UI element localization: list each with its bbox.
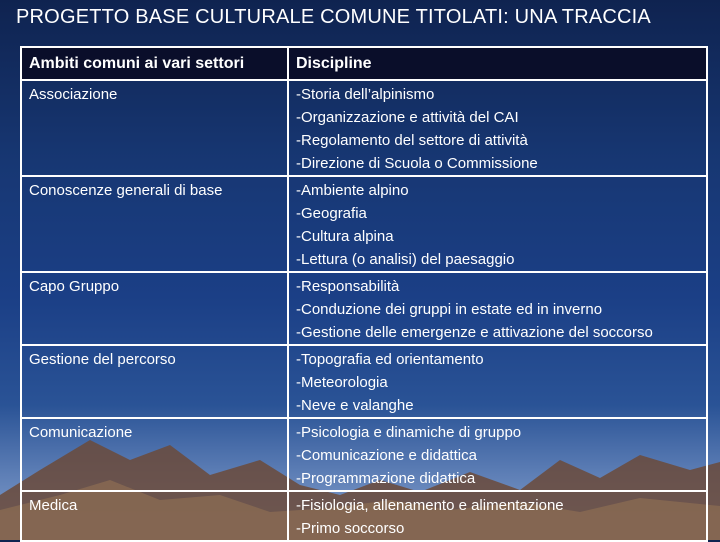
discipline-item: -Organizzazione e attività del CAI <box>296 109 519 126</box>
header-discipline: Discipline <box>288 47 707 80</box>
discipline-item: -Primo soccorso <box>296 520 405 537</box>
slide-title: PROGETTO BASE CULTURALE COMUNE TITOLATI: UNA TRACCIA <box>16 6 651 28</box>
discipline-item: -Responsabilità <box>296 278 400 295</box>
discipline-item: -Ambiente alpino <box>296 182 409 199</box>
ambito-cell: Comunicazione <box>21 418 288 491</box>
discipline-cell <box>288 176 707 272</box>
table-row <box>21 345 707 418</box>
ambito-cell: Associazione <box>21 80 288 176</box>
discipline-item: -Conduzione dei gruppi in estate ed in inverno <box>296 301 603 318</box>
ambito-cell: Gestione del percorso <box>21 345 288 418</box>
discipline-item: -Direzione di Scuola o Commissione <box>296 155 538 172</box>
discipline-item: -Geografia <box>296 205 367 222</box>
discipline-item: -Neve e valanghe <box>296 397 414 414</box>
discipline-item: -Cultura alpina <box>296 228 394 245</box>
table-row <box>21 491 707 541</box>
ambito-cell: Conoscenze generali di base <box>21 176 288 272</box>
discipline-cell <box>288 272 707 345</box>
table-row <box>21 418 707 491</box>
table-row <box>21 80 707 176</box>
header-ambiti: Ambiti comuni ai vari settori <box>21 47 288 80</box>
discipline-cell <box>288 80 707 176</box>
table-row <box>21 272 707 345</box>
discipline-item: -Comunicazione e didattica <box>296 447 477 464</box>
discipline-cell <box>288 491 707 541</box>
discipline-item: -Meteorologia <box>296 374 388 391</box>
discipline-item: -Gestione delle emergenze e attivazione del soccorso <box>296 324 653 341</box>
table-row <box>21 176 707 272</box>
ambito-cell: Capo Gruppo <box>21 272 288 345</box>
ambito-cell: Medica <box>21 491 288 541</box>
discipline-item: -Regolamento del settore di attività <box>296 132 528 149</box>
curriculum-table <box>20 46 708 542</box>
discipline-item: -Lettura (o analisi) del paesaggio <box>296 251 515 268</box>
discipline-item: -Topografia ed orientamento <box>296 351 484 368</box>
discipline-item: -Fisiologia, allenamento e alimentazione <box>296 497 564 514</box>
table-header-row <box>21 47 707 80</box>
discipline-item: -Psicologia e dinamiche di gruppo <box>296 424 522 441</box>
discipline-cell <box>288 418 707 491</box>
discipline-item: -Programmazione didattica <box>296 470 476 487</box>
discipline-cell <box>288 345 707 418</box>
discipline-item: -Storia dell’alpinismo <box>296 86 435 103</box>
